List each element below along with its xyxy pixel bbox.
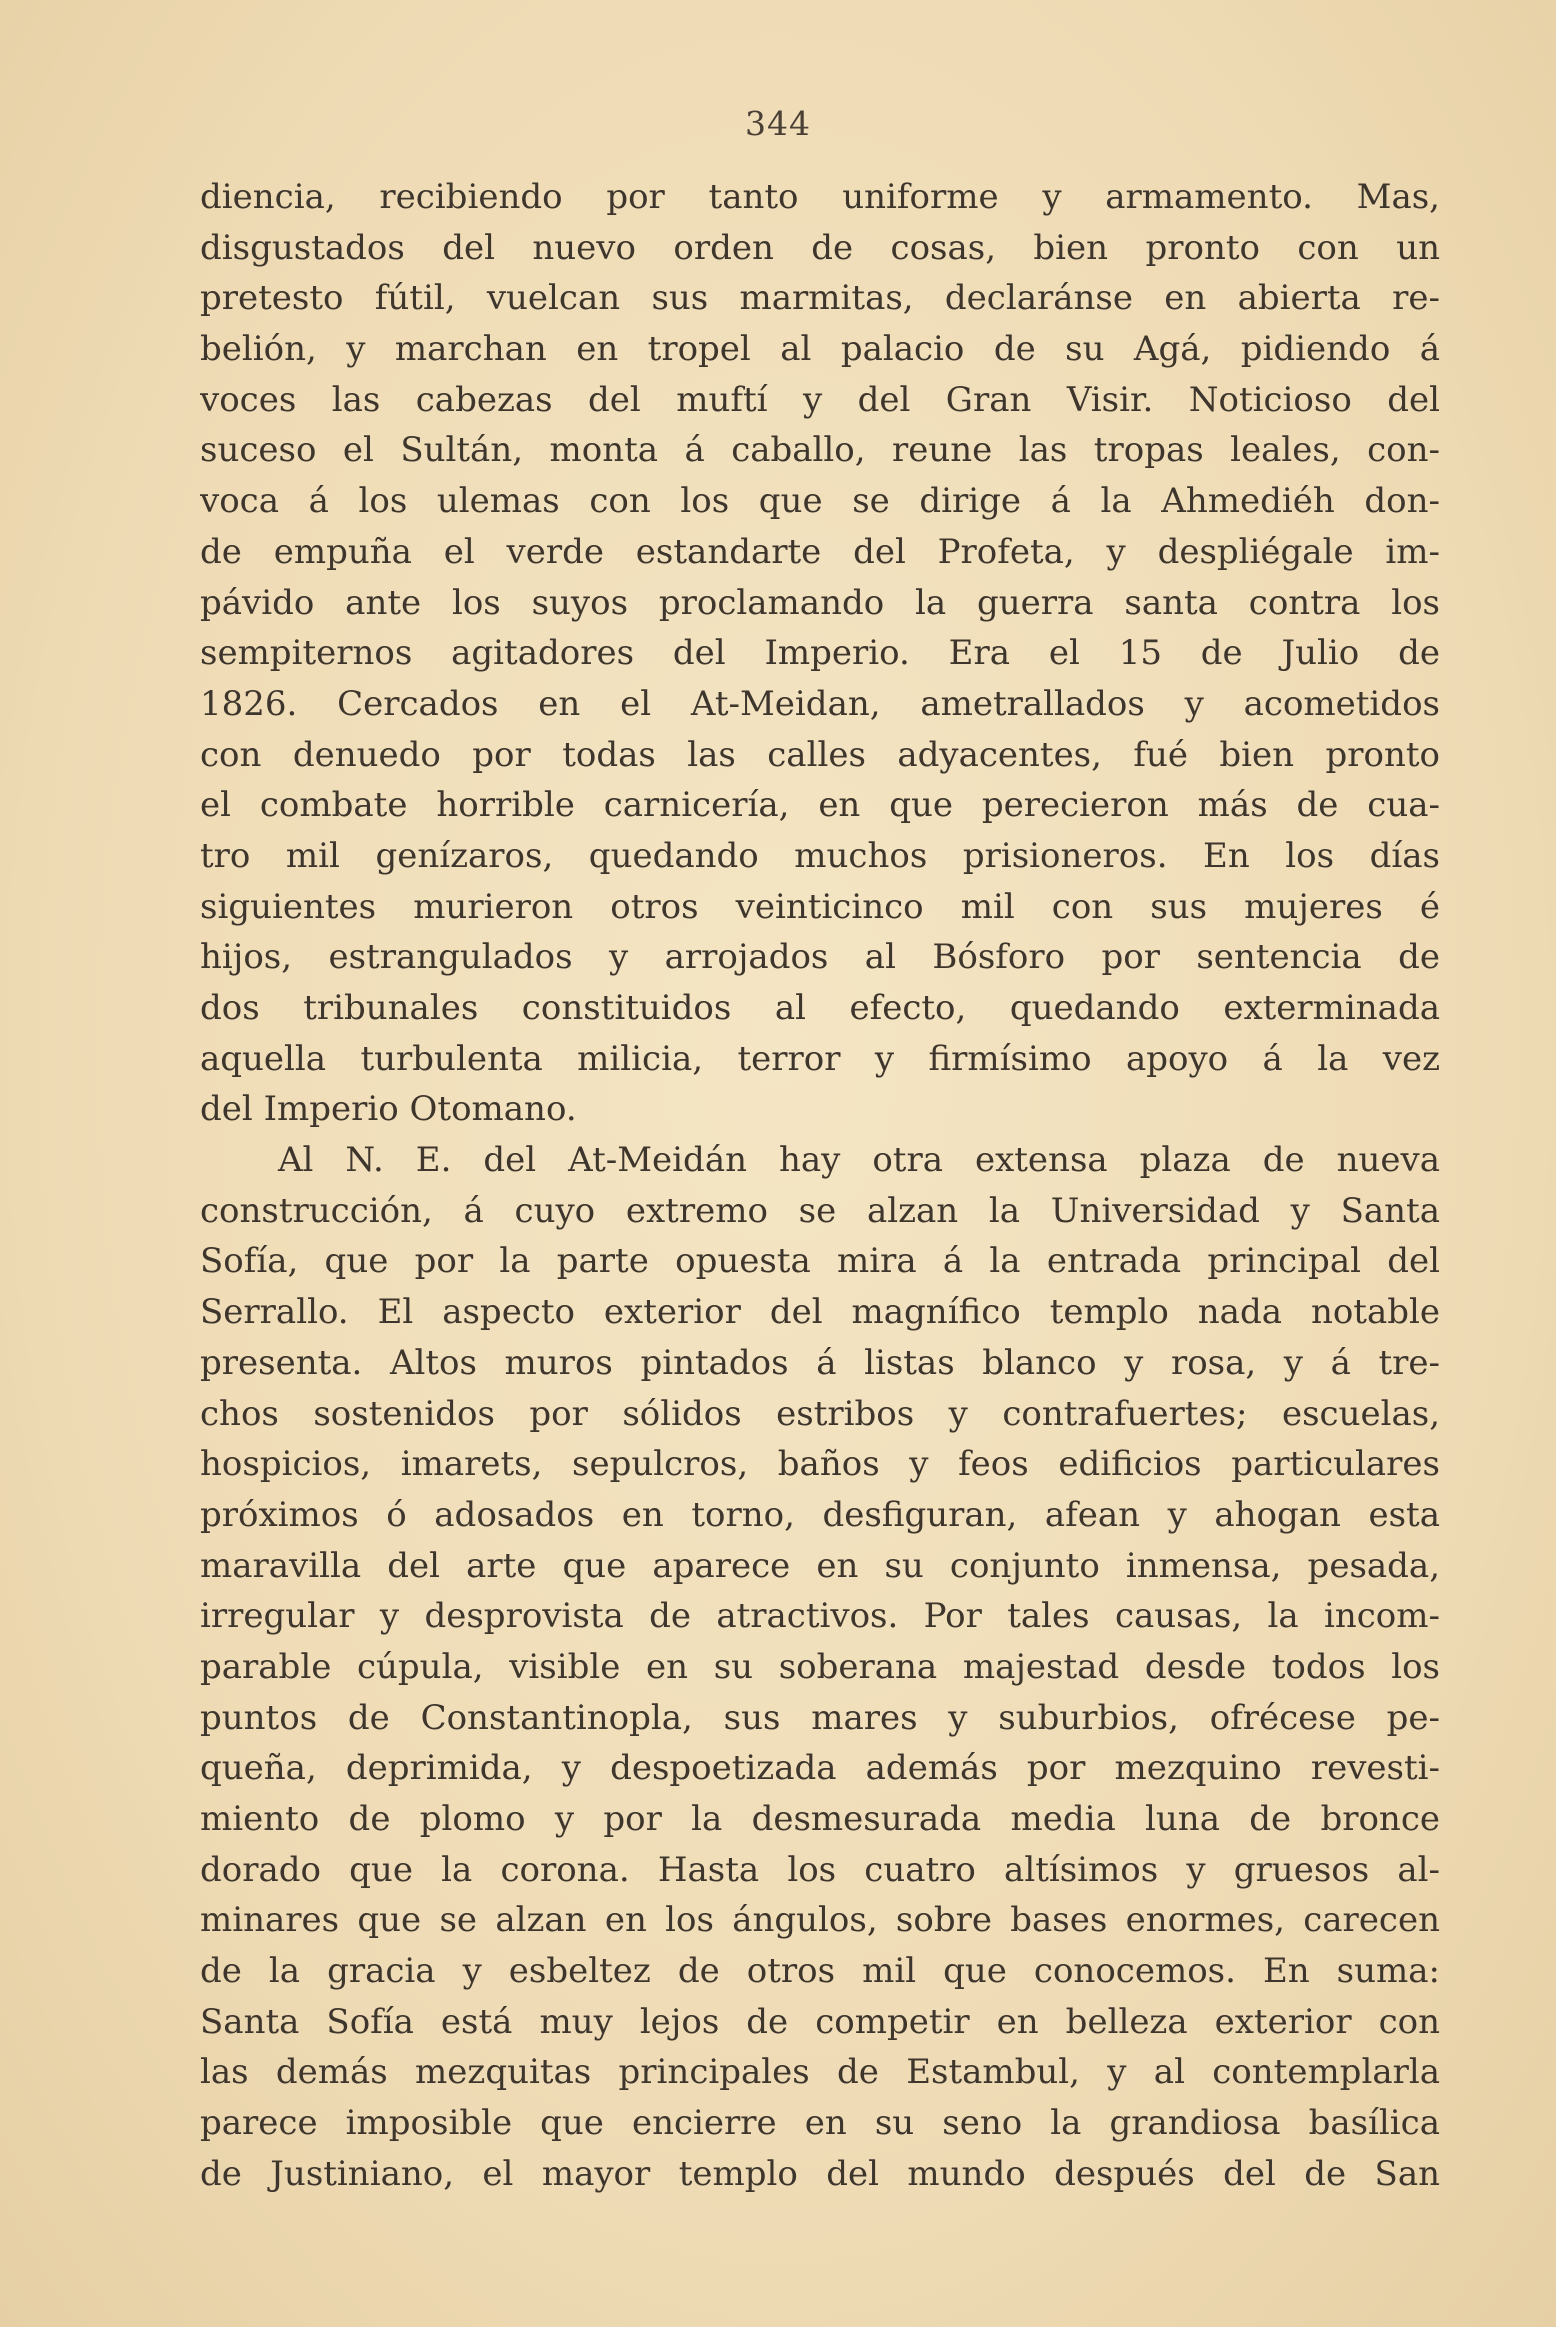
text-line: 1826. Cercados en el At-Meidan, ametrallados y acometidos: [200, 683, 1440, 724]
text-line: de Justiniano, el mayor templo del mundo después del de San: [200, 2153, 1440, 2194]
text-line: voca á los ulemas con los que se dirige á la Ahmediéh don-: [200, 481, 1440, 522]
text-line: sempiternos agitadores del Imperio. Era el 15 de Julio de: [200, 633, 1440, 674]
text-line: maravilla del arte que aparece en su conjunto inmensa, pesada,: [200, 1545, 1440, 1586]
text-line: con denuedo por todas las calles adyacentes, fué bien pronto: [200, 734, 1440, 775]
text-line: Sofía, que por la parte opuesta mira á la entrada principal del: [200, 1241, 1440, 1282]
text-line: dorado que la corona. Hasta los cuatro altísimos y gruesos al-: [200, 1849, 1440, 1890]
text-line: dos tribunales constituidos al efecto, quedando exterminada: [200, 988, 1440, 1028]
text-line: parece imposible que encierre en su seno la grandiosa basílica: [200, 2103, 1440, 2144]
text-line: parable cúpula, visible en su soberana majestad desde todos los: [200, 1646, 1440, 1687]
text-line: puntos de Constantinopla, sus mares y suburbios, ofrécese pe-: [200, 1697, 1440, 1738]
text-line: construcción, á cuyo extremo se alzan la Universidad y Santa: [200, 1190, 1440, 1231]
text-line: de la gracia y esbeltez de otros mil que conocemos. En suma:: [200, 1951, 1440, 1992]
text-line: chos sostenidos por sólidos estribos y contrafuertes; escuelas,: [200, 1393, 1440, 1434]
text-line: presenta. Altos muros pintados á listas blanco y rosa, y á tre-: [200, 1342, 1440, 1383]
text-line: el combate horrible carnicería, en que perecieron más de cua-: [200, 785, 1440, 826]
text-line: minares que se alzan en los ángulos, sobre bases enormes, carecen: [200, 1900, 1440, 1941]
text-line: disgustados del nuevo orden de cosas, bien pronto con un: [200, 227, 1440, 268]
text-line: hijos, estrangulados y arrojados al Bósforo por sentencia de: [200, 937, 1440, 978]
text-line: próximos ó adosados en torno, desfiguran, afean y ahogan esta: [200, 1494, 1440, 1535]
text-line: de empuña el verde estandarte del Profeta, y despliégale im-: [200, 531, 1440, 572]
text-line: las demás mezquitas principales de Estambul, y al contemplarla: [200, 2052, 1440, 2093]
text-line: aquella turbulenta milicia, terror y firmísimo apoyo á la vez: [200, 1038, 1440, 1079]
paragraph-start-line: Al N. E. del At-Meidán hay otra extensa plaza de nueva: [278, 1140, 1440, 1181]
text-line: tro mil genízaros, quedando muchos prisioneros. En los días: [200, 835, 1440, 876]
text-line: diencia, recibiendo por tanto uniforme y armamento. Mas,: [200, 177, 1440, 217]
text-line: voces las cabezas del muftí y del Gran Visir. Noticioso del: [200, 379, 1440, 420]
text-line: Serrallo. El aspecto exterior del magnífico templo nada notable: [200, 1292, 1440, 1333]
body-text: [200, 172, 1440, 2200]
text-line: hospicios, imarets, sepulcros, baños y feos edificios particulares: [200, 1444, 1440, 1485]
text-line: Santa Sofía está muy lejos de competir en belleza exterior con: [200, 2001, 1440, 2042]
text-line: miento de plomo y por la desmesurada media luna de bronce: [200, 1799, 1440, 1839]
text-line: pávido ante los suyos proclamando la guerra santa contra los: [200, 582, 1440, 623]
text-line: belión, y marchan en tropel al palacio de su Agá, pidiendo á: [200, 329, 1440, 370]
text-line: siguientes murieron otros veinticinco mil con sus mujeres é: [200, 886, 1440, 927]
text-line: queña, deprimida, y despoetizada además por mezquino revesti-: [200, 1748, 1440, 1789]
page-number: 344: [745, 104, 811, 143]
text-line: suceso el Sultán, monta á caballo, reune las tropas leales, con-: [200, 430, 1440, 471]
text-line: pretesto fútil, vuelcan sus marmitas, declaránse en abierta re-: [200, 278, 1440, 319]
paragraph-end-line: del Imperio Otomano.: [200, 1089, 577, 1130]
text-line: irregular y desprovista de atractivos. Por tales causas, la incom-: [200, 1596, 1440, 1637]
